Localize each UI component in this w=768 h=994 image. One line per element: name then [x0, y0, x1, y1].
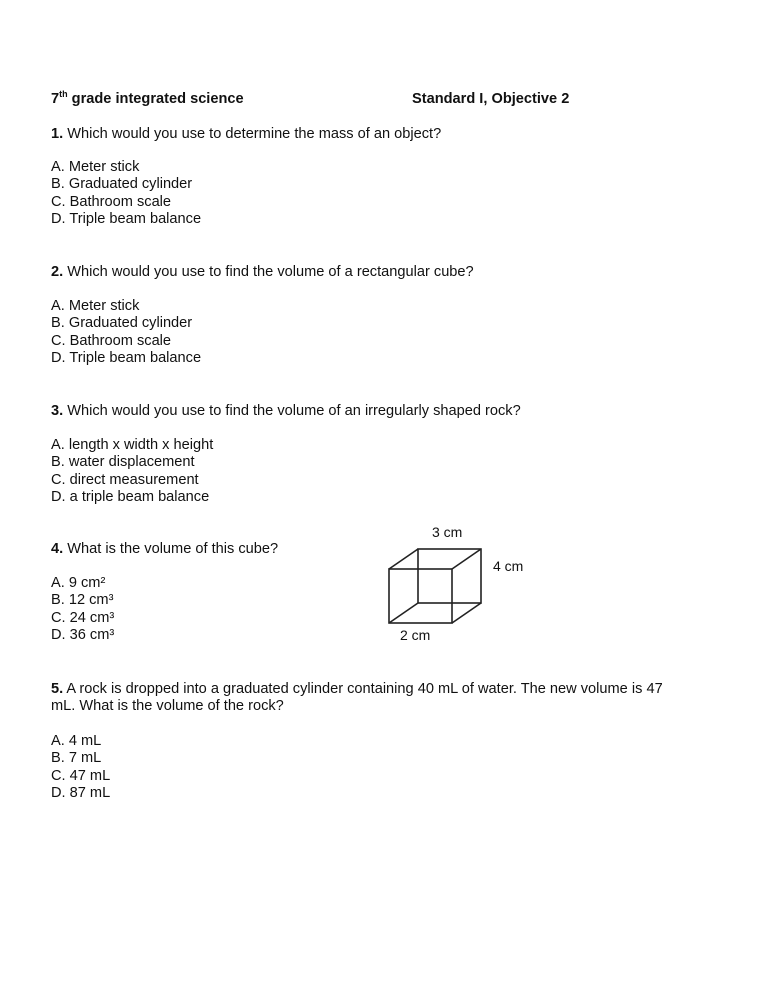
- option-b: B. 12 cm³: [51, 592, 114, 609]
- option-b: B. Graduated cylinder: [51, 315, 193, 332]
- option-d: D. Triple beam balance: [51, 350, 202, 367]
- question-5: [51, 681, 663, 698]
- option-b: B. water displacement: [51, 454, 195, 471]
- option-c: C. Bathroom scale: [51, 332, 172, 349]
- cube-top-label: 3 cm: [432, 524, 463, 540]
- question-number: 2.: [51, 264, 64, 280]
- option-c: C. 24 cm³: [51, 609, 115, 626]
- standard-label: Standard I, Objective 2: [412, 91, 570, 107]
- option-a: A. 4 mL: [51, 733, 102, 749]
- cube-diagram: [370, 515, 550, 650]
- option-a: A. Meter stick: [51, 159, 140, 175]
- question-5-line2: mL. What is the volume of the rock?: [51, 698, 284, 714]
- option-b: B. Graduated cylinder: [51, 176, 193, 193]
- option-d: D. 87 mL: [51, 785, 111, 802]
- question-number: 1.: [51, 126, 64, 142]
- cube-side-label: 4 cm: [493, 558, 524, 574]
- course-name: grade integrated science: [67, 91, 244, 107]
- question-2: [51, 264, 474, 281]
- question-2-options: [51, 298, 201, 368]
- option-d: D. 36 cm³: [51, 627, 115, 644]
- question-text: What is the volume of this cube?: [63, 541, 279, 557]
- option-a: A. 9 cm²: [51, 575, 106, 591]
- question-text: Which would you use to find the volume of a rectangular cube?: [63, 264, 474, 280]
- question-number: 5.: [51, 681, 64, 697]
- grade-number: 7: [51, 91, 60, 107]
- question-text: Which would you use to determine the mass of an object?: [63, 126, 442, 142]
- question-1: [51, 126, 441, 143]
- question-text: Which would you use to find the volume of an irregularly shaped rock?: [63, 403, 521, 419]
- option-a: A. Meter stick: [51, 298, 140, 314]
- option-c: C. direct measurement: [51, 471, 199, 488]
- option-c: C. 47 mL: [51, 767, 111, 784]
- question-text-line1: A rock is dropped into a graduated cylinder containing 40 mL of water. The new volume is 47: [63, 681, 663, 697]
- question-number: 4.: [51, 541, 64, 557]
- question-number: 3.: [51, 403, 64, 419]
- question-4: [51, 541, 278, 558]
- question-5-options: [51, 733, 110, 803]
- question-1-options: [51, 159, 201, 229]
- question-4-options: [51, 575, 114, 645]
- option-d: D. a triple beam balance: [51, 489, 210, 506]
- cube-bottom-label: 2 cm: [400, 627, 431, 643]
- question-3: [51, 403, 521, 420]
- grade-suffix: th: [59, 89, 68, 100]
- option-a: A. length x width x height: [51, 437, 214, 453]
- question-3-options: [51, 437, 213, 507]
- option-c: C. Bathroom scale: [51, 193, 172, 210]
- worksheet-title: [51, 91, 244, 108]
- option-b: B. 7 mL: [51, 750, 102, 767]
- option-d: D. Triple beam balance: [51, 211, 202, 228]
